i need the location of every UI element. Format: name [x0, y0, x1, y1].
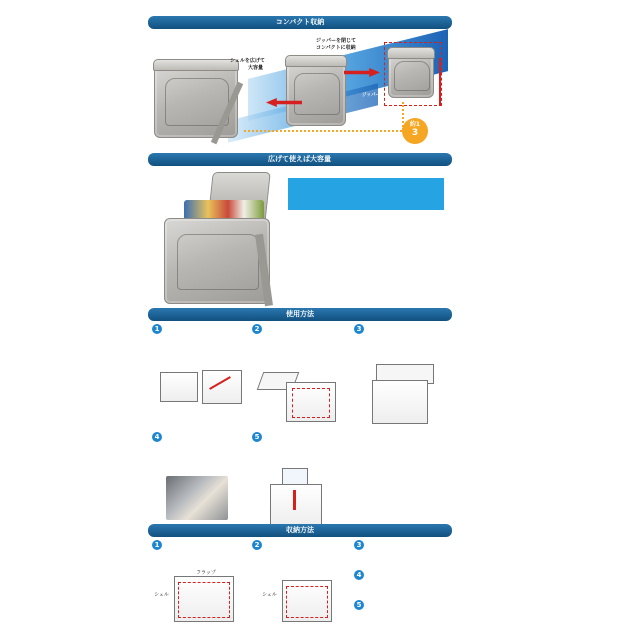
dotted-return-arrow: [244, 130, 402, 132]
compact-storage-header: コンパクト収納: [148, 16, 452, 29]
usage-sketch-2-outline: [292, 388, 330, 418]
storage-step-2: [252, 540, 352, 626]
usage-sketch-3-box: [372, 380, 428, 424]
zipper-close-label: ジッパーを閉じて コンパクトに収納: [316, 38, 357, 51]
storage-header: 収納方法: [148, 524, 452, 537]
storage-steps-3-5: [354, 540, 450, 626]
usage-step-4: [152, 432, 252, 532]
usage-step-1: [152, 324, 248, 424]
product-detail-page: [148, 14, 452, 626]
shell-label-a: シェル: [154, 592, 169, 598]
step-number: 4: [354, 570, 364, 580]
shell-expand-label: シェルを広げて 大容量: [230, 58, 265, 71]
up-arrow-icon: [293, 490, 296, 510]
shell-label-b: シェル: [262, 592, 277, 598]
down-arrow-icon: [439, 58, 441, 106]
usage-step-2: [252, 324, 352, 424]
storage-step-1: [152, 540, 252, 626]
storage-step-5: [354, 600, 450, 624]
usage-photo-4: [166, 476, 228, 520]
step-number: 1: [152, 540, 162, 550]
cooler-medium: [286, 60, 346, 126]
expanded-capacity-header: 広げて使えば大容量: [148, 153, 452, 166]
storage-sketch-1-outline: [178, 582, 230, 618]
step-number: 1: [152, 324, 162, 334]
step-number: 5: [252, 432, 262, 442]
capacity-info-box: [288, 178, 444, 210]
usage-sketch-5-box: [270, 484, 322, 526]
step-number: 2: [252, 324, 262, 334]
cooler-expanded-body: [164, 218, 270, 304]
usage-sketch-1a: [160, 372, 198, 402]
cooler-large: [154, 64, 238, 138]
step-number: 2: [252, 540, 262, 550]
step-number: 5: [354, 600, 364, 610]
storage-step-3: [354, 540, 450, 564]
usage-sketch-1b: [202, 370, 242, 404]
storage-step-4: [354, 570, 450, 594]
flap-label: フラップ: [196, 570, 216, 576]
compact-outline: [384, 42, 442, 106]
usage-step-5: [252, 432, 448, 532]
step-number: 3: [354, 540, 364, 550]
step-number: 4: [152, 432, 162, 442]
zipper-label: ジッパー: [362, 93, 380, 98]
step-number: 3: [354, 324, 364, 334]
usage-step-3: [354, 324, 450, 424]
storage-sketch-2-outline: [286, 586, 328, 618]
size-badge: 約1 3: [402, 118, 428, 144]
usage-header: 使用方法: [148, 308, 452, 321]
